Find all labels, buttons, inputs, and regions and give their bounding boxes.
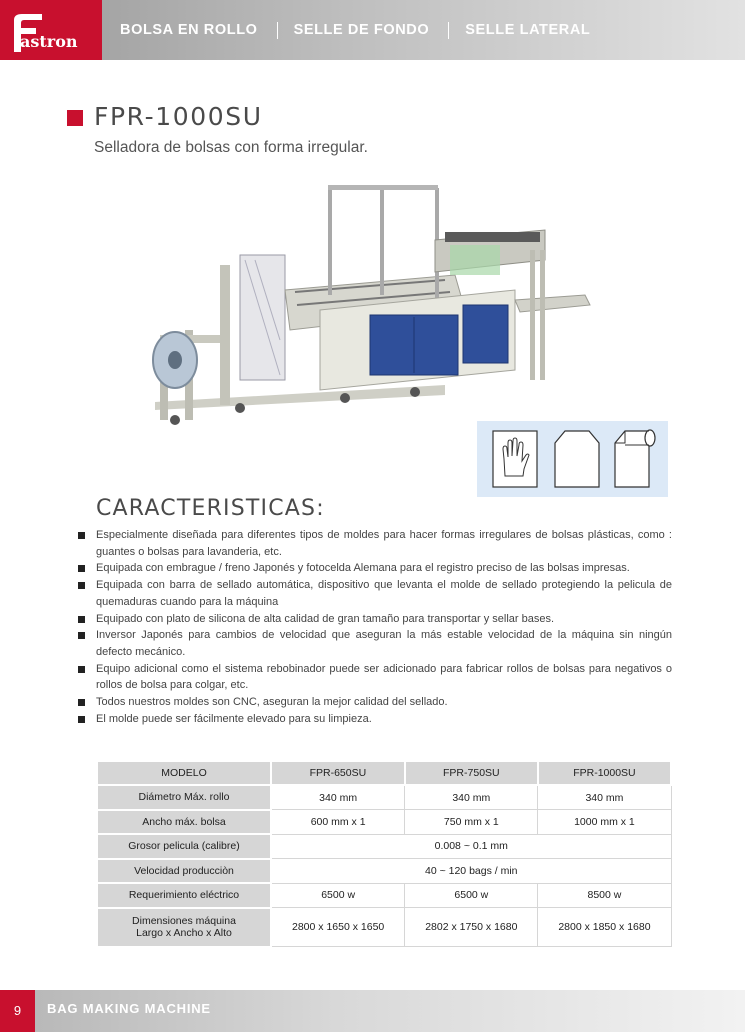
page-subtitle: Selladora de bolsas con forma irregular. [94, 139, 368, 156]
table-header-row [97, 761, 671, 785]
cell-value: 1000 mm x 1 [538, 810, 671, 835]
cell-value: 2800 x 1650 x 1650 [271, 908, 405, 947]
header-bar [0, 0, 745, 60]
brand-name: astron [20, 32, 78, 51]
table-row [97, 908, 671, 947]
row-label: Ancho máx. bolsa [97, 810, 271, 835]
bag-shapes-icons [477, 421, 668, 497]
page-number: 9 [0, 990, 35, 1032]
spec-table [96, 760, 672, 948]
cell-value: 340 mm [271, 785, 405, 810]
cell-value: 2800 x 1850 x 1680 [538, 908, 671, 947]
table-row [97, 834, 671, 859]
brand-logo[interactable] [0, 0, 102, 60]
row-label: Velocidad producciòn [97, 859, 271, 884]
header-fpr-650su: FPR-650SU [271, 761, 405, 785]
cell-value: 340 mm [405, 785, 538, 810]
cell-value: 750 mm x 1 [405, 810, 538, 835]
page-title: FPR-1000SU [94, 102, 263, 131]
footer-title: BAG MAKING MACHINE [47, 1001, 211, 1016]
bag-shapes-panel [477, 421, 668, 497]
top-nav [120, 0, 590, 60]
nav-divider [277, 22, 278, 39]
header-modelo: MODELO [97, 761, 271, 785]
row-label [97, 908, 271, 947]
glove-bag-icon [493, 431, 537, 487]
table-row [97, 859, 671, 884]
feature-item: El molde puede ser fácilmente elevado para su limpieza. [78, 711, 672, 728]
roll-bag-icon [615, 430, 655, 487]
feature-item: Equipada con embrague / freno Japonés y fotocelda Alemana para el registro preciso de las bolsas impresas. [78, 560, 672, 577]
feature-item: Equipo adicional como el sistema rebobinador puede ser adicionado para fabricar rollos de bolsas para negativos o rollos de bolsa para colgar, etc. [78, 661, 672, 694]
row-label: Requerimiento eléctrico [97, 883, 271, 908]
cell-value: 8500 w [538, 883, 671, 908]
feature-item: Equipada con barra de sellado automática, dispositivo que levanta el molde de sellado protegiendo la pelicula de quemaduras cuando para la máquina [78, 577, 672, 610]
header-fpr-750su: FPR-750SU [405, 761, 538, 785]
pentagon-bag-icon [555, 431, 599, 487]
cell-value: 340 mm [538, 785, 671, 810]
feature-item: Equipado con plato de silicona de alta calidad de gran tamaño para transportar y sellar bases. [78, 611, 672, 628]
cell-value: 40 ~ 120 bags / min [271, 859, 671, 884]
machine-illustration [145, 180, 615, 440]
title-marker [67, 110, 83, 126]
cell-value: 6500 w [405, 883, 538, 908]
cell-value: 6500 w [271, 883, 405, 908]
row-label: Diámetro Máx. rollo [97, 785, 271, 810]
feature-item: Especialmente diseñada para diferentes tipos de moldes para hacer formas irregulares de bolsas plásticas, como : guantes o bolsas para lavanderia, etc. [78, 527, 672, 560]
row-label-line: Largo x Ancho x Alto [136, 927, 232, 939]
cell-value: 2802 x 1750 x 1680 [405, 908, 538, 947]
cell-value: 600 mm x 1 [271, 810, 405, 835]
features-list [78, 527, 672, 727]
table-row [97, 810, 671, 835]
header-fpr-1000su: FPR-1000SU [538, 761, 671, 785]
row-label-line: Dimensiones máquina [132, 915, 236, 927]
feature-item: Inversor Japonés para cambios de velocidad que aseguran la más estable velocidad de la máquina sin ningún defecto mecánico. [78, 627, 672, 660]
row-label: Grosor pelicula (calibre) [97, 834, 271, 859]
cell-value: 0.008 ~ 0.1 mm [271, 834, 671, 859]
table-row [97, 883, 671, 908]
footer-bar [0, 990, 745, 1032]
nav-bolsa-en-rollo[interactable]: BOLSA EN ROLLO [120, 22, 258, 38]
nav-selle-de-fondo[interactable]: SELLE DE FONDO [293, 22, 430, 38]
feature-item: Todos nuestros moldes son CNC, aseguran la mejor calidad del sellado. [78, 694, 672, 711]
nav-selle-lateral[interactable]: SELLE LATERAL [465, 22, 591, 38]
nav-divider [448, 22, 449, 39]
features-heading: CARACTERISTICAS: [96, 496, 325, 521]
table-row [97, 785, 671, 810]
